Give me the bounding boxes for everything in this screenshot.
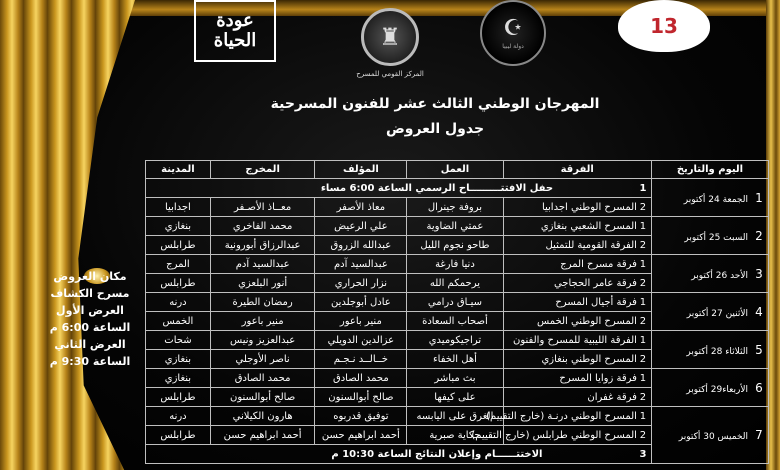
director-cell: محمد الفاخري <box>210 217 315 236</box>
troupe-name: الفرقة الليبية للمسرح والفنون <box>513 334 637 346</box>
table-row <box>146 369 769 388</box>
city-cell: درنه <box>146 293 211 312</box>
day-number: 2 <box>755 228 763 243</box>
day-number: 4 <box>755 304 763 319</box>
author-cell: توفيق قدربوه <box>315 407 407 426</box>
director-cell: عبدالرزاق أبورونية <box>210 236 315 255</box>
author-cell: علي الرعيض <box>315 217 407 236</box>
work-cell: على كيفها <box>407 388 503 407</box>
work-cell: سيـاق درامي <box>407 293 503 312</box>
day-number: 3 <box>755 266 763 281</box>
day-label: السبت 25 أكتوبر <box>684 232 748 243</box>
row-index: 2 <box>639 315 647 327</box>
table-row <box>146 407 769 426</box>
troupe-cell <box>503 217 651 236</box>
director-cell: عبدالعزيز ونيس <box>210 331 315 350</box>
gov-caption: دولة ليبيا <box>502 43 524 50</box>
work-cell: طاحو نجوم الليل <box>407 236 503 255</box>
director-cell: منير باعور <box>210 312 315 331</box>
troupe-name: فرقة أجيال المسرح <box>555 296 637 308</box>
day-cell <box>651 369 768 407</box>
crescent-star-icon: ☪ <box>503 16 523 41</box>
troupe-cell <box>503 331 651 350</box>
author-cell: عزالدين الدويلي <box>315 331 407 350</box>
troupe-name: فرقة غفران <box>587 391 637 403</box>
row-index: 1 <box>639 296 647 308</box>
director-cell: عبدالسيد آدم <box>210 255 315 274</box>
troupe-cell <box>503 274 651 293</box>
troupe-name: المسرح الوطني درنـة (خارج التقييم) <box>486 410 637 422</box>
troupe-cell <box>503 198 651 217</box>
libya-emblem-logo <box>480 0 546 66</box>
row-index: 2 <box>639 391 647 403</box>
city-cell: درنه <box>146 407 211 426</box>
day-number: 7 <box>755 428 763 442</box>
city-cell: الخمس <box>146 312 211 331</box>
curtain-left <box>0 0 135 470</box>
venue-line: الساعة 6:00 م <box>49 321 131 334</box>
day-number: 1 <box>755 190 763 205</box>
venue-line: العرض الثاني <box>54 338 126 351</box>
day-label: الخميس 30 أكتوبر <box>678 432 748 442</box>
work-cell: أصحاب السعادة <box>407 312 503 331</box>
author-cell: عبدالله الزروق <box>315 236 407 255</box>
author-cell: صالح أبوالسنون <box>315 388 407 407</box>
city-cell: اجدابيا <box>146 198 211 217</box>
festival-title: المهرجان الوطني الثالث عشر للفنون المسرحية <box>270 96 600 112</box>
event-band <box>146 179 652 198</box>
city-cell: طرابلس <box>146 388 211 407</box>
troupe-name: فرقة عامر الحجاجي <box>553 277 637 289</box>
row-index: 1 <box>639 258 647 270</box>
work-cell: بروفة جينرال <box>407 198 503 217</box>
row-index: 1 <box>639 334 647 346</box>
director-cell: ناصر الأوجلي <box>210 350 315 369</box>
troupe-name: المسرح الشعبي بنغازي <box>540 220 637 232</box>
table-row <box>146 179 769 198</box>
table-row <box>146 331 769 350</box>
author-cell: عادل أبوجلدين <box>315 293 407 312</box>
director-cell: هارون الكيلاني <box>210 407 315 426</box>
troupe-name: فرقة مسرح المرج <box>560 258 637 270</box>
city-cell: بنغازي <box>146 217 211 236</box>
table-row <box>146 255 769 274</box>
table-row <box>146 293 769 312</box>
day-label: الأحد 26 أكتوبر <box>691 270 748 281</box>
festival-logo <box>618 0 710 52</box>
work-cell: أهل الخفاء <box>407 350 503 369</box>
col-author: المؤلف <box>315 161 407 179</box>
row-index: 2 <box>639 239 647 251</box>
day-cell <box>651 407 768 464</box>
event-band-text: الاختتــــــام وإعلان النتائج الساعة 10:30 م <box>331 448 543 460</box>
col-director: المخرج <box>210 161 315 179</box>
city-cell: بنغازي <box>146 369 211 388</box>
festival-logo-mark: 13 <box>650 14 678 38</box>
troupe-name: الفرقة القومية للتمثيل <box>545 239 637 251</box>
day-number: 6 <box>755 380 763 395</box>
work-cell: حكاية صبرية <box>407 426 503 445</box>
awda-logo-line1: عودة <box>216 10 254 31</box>
venue-line: مكان العروض <box>53 270 127 283</box>
day-label: الأربعاء29 أكتوبر <box>686 384 748 395</box>
venue-line: مسرح الكشاف <box>50 287 130 300</box>
work-cell: تراجيكوميدي <box>407 331 503 350</box>
director-cell: رمضان الطيرة <box>210 293 315 312</box>
work-cell: يرحمكم الله <box>407 274 503 293</box>
troupe-cell <box>503 388 651 407</box>
row-index: 1 <box>639 372 647 384</box>
row-index: 2 <box>639 353 647 365</box>
author-cell: أحمد ابراهيم حسن <box>315 426 407 445</box>
work-cell: دنيا فارغة <box>407 255 503 274</box>
schedule-table <box>145 160 769 464</box>
troupe-name: المسرح الوطني الخمس <box>536 315 637 327</box>
work-cell: عمتي الضاوية <box>407 217 503 236</box>
city-cell: المرج <box>146 255 211 274</box>
event-band-text: حفل الافتتـــــــــاح الرسمي الساعة 6:00 مساء <box>320 182 554 194</box>
troupe-cell <box>503 369 651 388</box>
author-cell: معاذ الأصفر <box>315 198 407 217</box>
day-cell <box>651 331 768 369</box>
city-cell: شحات <box>146 331 211 350</box>
work-cell: الغرق على اليابسه <box>407 407 503 426</box>
col-work: العمل <box>407 161 503 179</box>
day-label: الجمعة 24 أكتوبر <box>683 194 748 205</box>
venue-info <box>35 268 145 370</box>
troupe-name: المسرح الوطني بنغازي <box>541 353 637 365</box>
director-cell: معــاذ الأصـفر <box>210 198 315 217</box>
city-cell: طرابلس <box>146 236 211 255</box>
troupe-name: فرقة زوايا المسرح <box>559 372 637 384</box>
row-index: 1 <box>639 410 647 422</box>
troupe-cell <box>503 255 651 274</box>
row-index: 3 <box>639 448 647 460</box>
troupe-cell <box>503 293 651 312</box>
awda-logo <box>194 0 276 62</box>
troupe-name: المسرح الوطني اجدابيا <box>541 201 637 213</box>
author-cell: محمد الصادق <box>315 369 407 388</box>
awda-logo-line2: الحياة <box>213 30 257 51</box>
venue-line: الساعة 9:30 م <box>49 355 131 368</box>
seal-icon: ♜ <box>361 8 419 66</box>
day-cell <box>651 255 768 293</box>
troupe-cell <box>471 426 651 445</box>
director-cell: أحمد ابراهيم حسن <box>210 426 315 445</box>
row-index: 1 <box>639 220 647 232</box>
work-cell: بث مباشر <box>407 369 503 388</box>
national-theatre-center-logo <box>347 0 433 86</box>
city-cell: طرابلس <box>146 274 211 293</box>
day-cell <box>651 217 768 255</box>
author-cell: منير باعور <box>315 312 407 331</box>
row-index: 2 <box>639 429 647 441</box>
schedule-body <box>146 179 769 464</box>
row-index: 1 <box>639 182 647 194</box>
day-label: الثلاثاء 28 أكتوبر <box>686 346 748 357</box>
author-cell: نزار الحراري <box>315 274 407 293</box>
city-cell: بنغازي <box>146 350 211 369</box>
author-cell: عبدالسيد آدم <box>315 255 407 274</box>
day-label: الأثنين 27 أكتوبر <box>686 308 748 319</box>
day-cell <box>651 179 768 217</box>
row-index: 2 <box>639 277 647 289</box>
director-cell: أنور البلعزي <box>210 274 315 293</box>
day-cell <box>651 293 768 331</box>
nct-caption: المركز القومي للمسرح <box>356 70 424 78</box>
table-row <box>146 217 769 236</box>
col-day: اليوم والتاريخ <box>651 161 768 179</box>
col-city: المدينة <box>146 161 211 179</box>
troupe-cell <box>486 407 651 426</box>
row-index: 2 <box>639 201 647 213</box>
col-troupe: الفرقة <box>503 161 651 179</box>
schedule-subtitle: جدول العروض <box>385 121 485 137</box>
table-header-row <box>146 161 769 179</box>
event-band <box>146 445 652 464</box>
director-cell: محمد الصادق <box>210 369 315 388</box>
troupe-cell <box>503 236 651 255</box>
troupe-cell <box>503 312 651 331</box>
troupe-cell <box>503 350 651 369</box>
author-cell: خــالــد نـجـم <box>315 350 407 369</box>
troupe-name: المسرح الوطني طرابلس (خارج التقييم) <box>471 429 637 441</box>
day-number: 5 <box>755 342 763 357</box>
city-cell: طرابلس <box>146 426 211 445</box>
director-cell: صالح أبوالسنون <box>210 388 315 407</box>
venue-line: العرض الأول <box>56 304 124 317</box>
